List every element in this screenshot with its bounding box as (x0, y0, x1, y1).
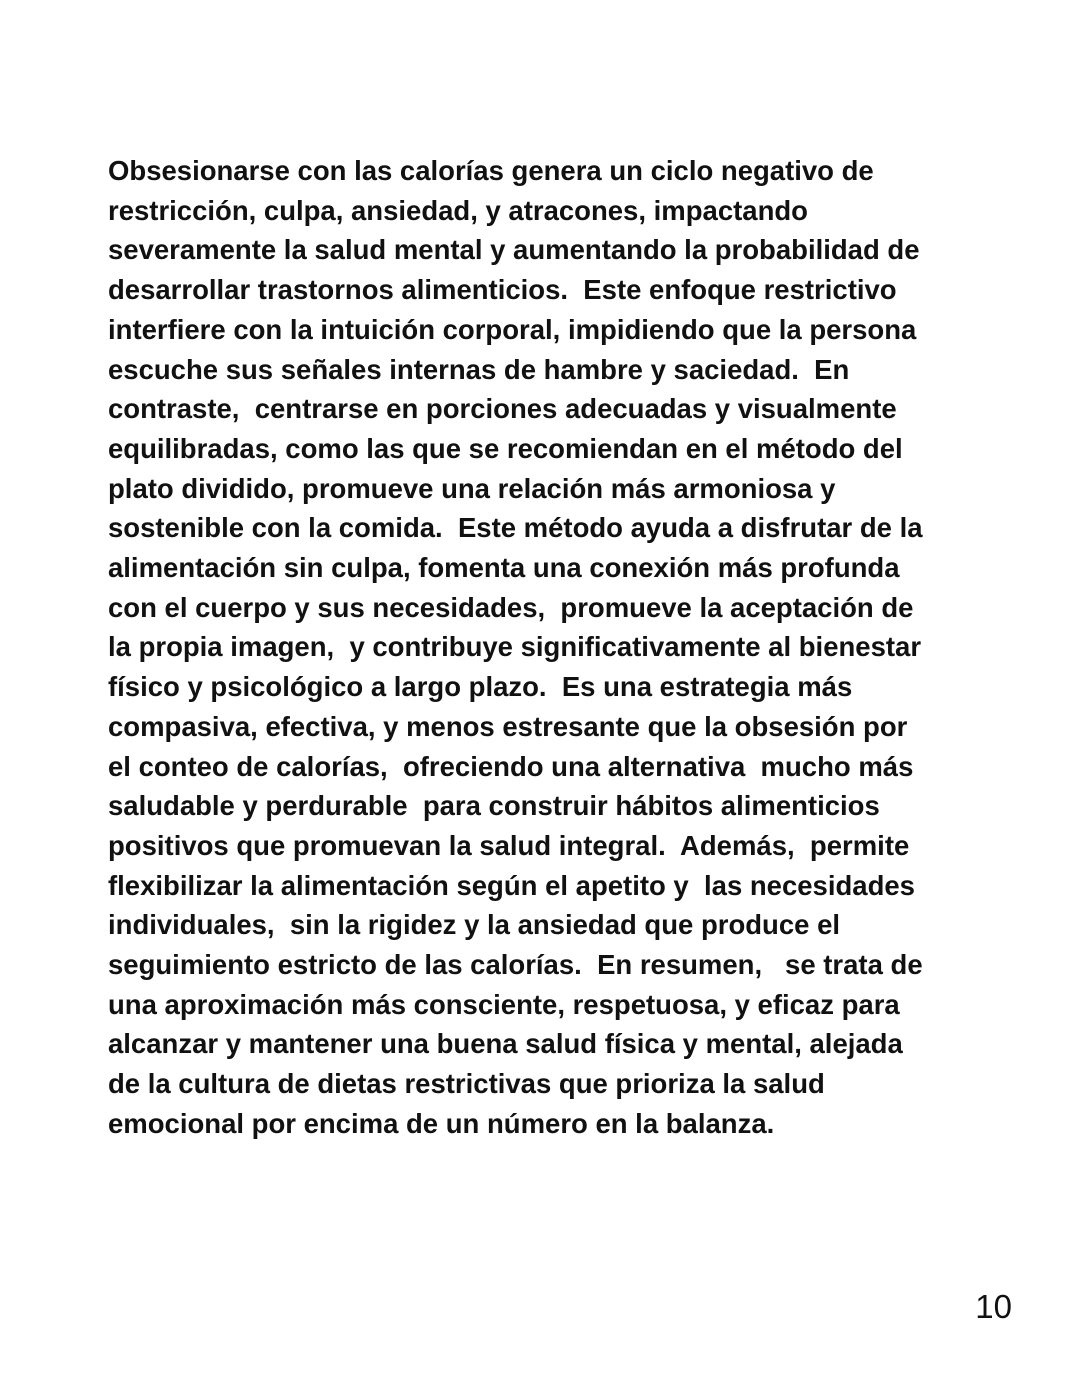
page-number: 10 (975, 1288, 1012, 1325)
paragraph-line: saludable y perdurable para construir hábitos alimenticios (108, 790, 880, 822)
body-paragraph (108, 151, 1008, 1144)
paragraph-line: la propia imagen, y contribuye significativamente al bienestar (108, 631, 922, 663)
paragraph-line: alimentación sin culpa, fomenta una conexión más profunda (108, 552, 900, 584)
paragraph-line: Obsesionarse con las calorías genera un ciclo negativo de (108, 155, 874, 186)
paragraph-line: equilibradas, como las que se recomiendan en el método del (108, 432, 903, 464)
paragraph-line: emocional por encima de un número en la balanza. (108, 1107, 775, 1139)
paragraph-line: desarrollar trastornos alimenticios. Este enfoque restrictivo (108, 274, 897, 306)
paragraph-line: de la cultura de dietas restrictivas que prioriza la salud (108, 1068, 825, 1100)
paragraph-line: escuche sus señales internas de hambre y saciedad. En (108, 353, 850, 385)
paragraph-line: compasiva, efectiva, y menos estresante que la obsesión por (108, 710, 908, 742)
paragraph-line: físico y psicológico a largo plazo. Es una estrategia más (108, 671, 853, 703)
paragraph-line: positivos que promuevan la salud integral. Además, permite (108, 829, 910, 861)
paragraph-line: restricción, culpa, ansiedad, y atracones, impactando (108, 194, 808, 226)
paragraph-line: sostenible con la comida. Este método ayuda a disfrutar de la (108, 512, 923, 544)
paragraph-line: una aproximación más consciente, respetuosa, y eficaz para (108, 988, 900, 1020)
paragraph-line: con el cuerpo y sus necesidades, promueve la aceptación de (108, 591, 914, 623)
paragraph-line: alcanzar y mantener una buena salud física y mental, alejada (108, 1028, 903, 1060)
paragraph-line: severamente la salud mental y aumentando la probabilidad de (108, 234, 920, 266)
paragraph-line: el conteo de calorías, ofreciendo una alternativa mucho más (108, 750, 914, 782)
paragraph-line: interfiere con la intuición corporal, impidiendo que la persona (108, 313, 917, 345)
paragraph-line: flexibilizar la alimentación según el apetito y las necesidades (108, 869, 915, 901)
paragraph-line: individuales, sin la rigidez y la ansiedad que produce el (108, 909, 841, 941)
paragraph-line: contraste, centrarse en porciones adecuadas y visualmente (108, 393, 897, 425)
paragraph-line: seguimiento estricto de las calorías. En resumen, se trata de (108, 949, 923, 981)
paragraph-line: plato dividido, promueve una relación más armoniosa y (108, 472, 836, 504)
